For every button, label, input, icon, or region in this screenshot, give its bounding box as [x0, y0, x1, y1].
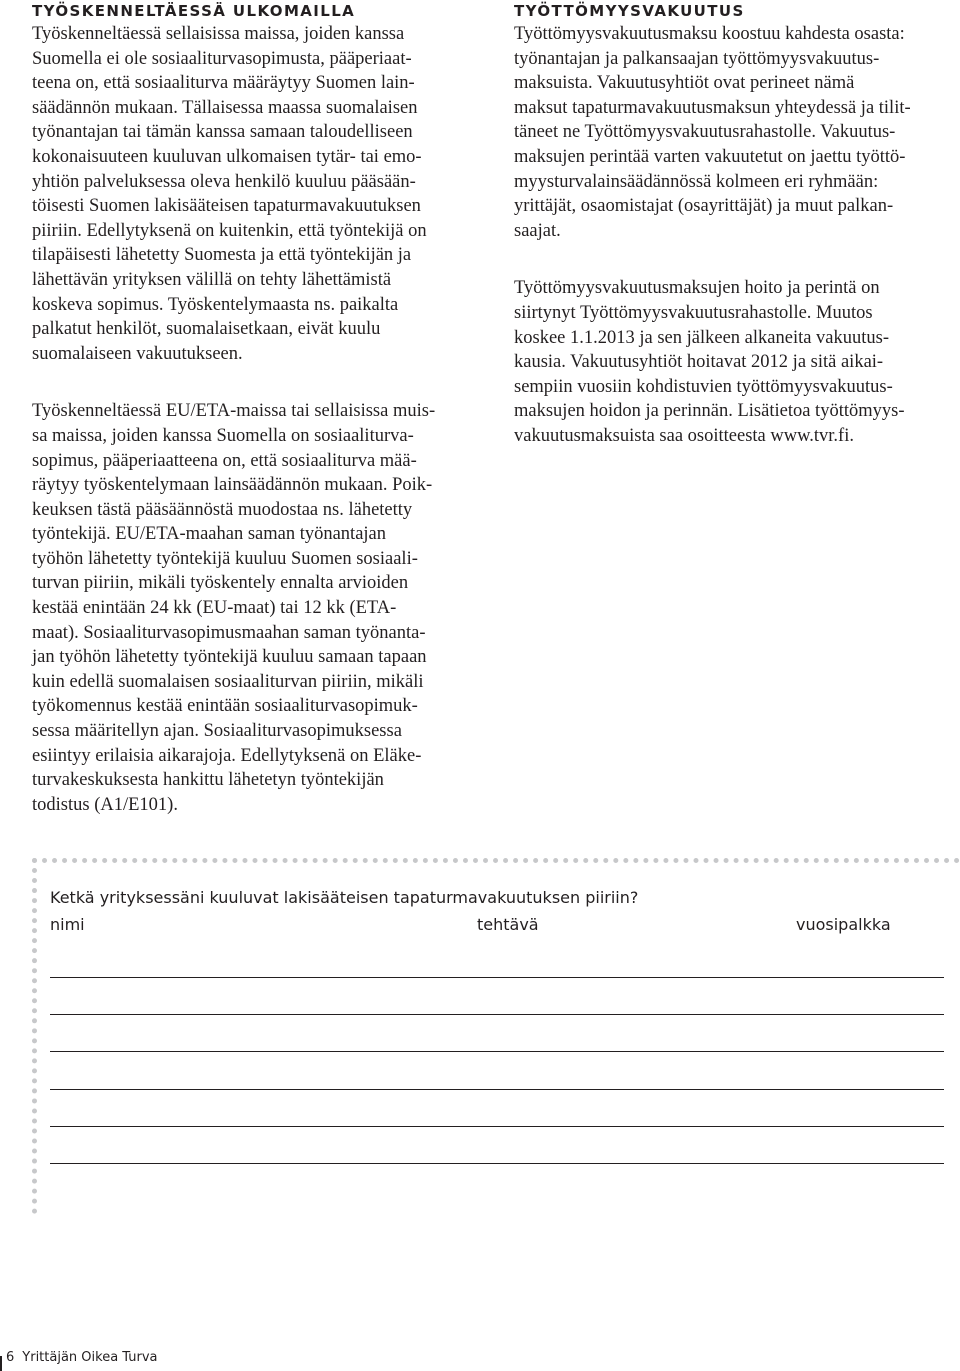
footer-bar	[0, 1356, 2, 1371]
worksheet-question: Ketkä yrityksessäni kuuluvat lakisääteisen tapaturmavakuutuksen piiriin?	[50, 888, 639, 907]
section-heading-unemployment-insurance: TYÖTTÖMYYSVAKUUTUS	[514, 2, 745, 20]
page-number: 6	[6, 1350, 15, 1365]
answer-line[interactable]	[50, 1126, 944, 1127]
section-heading-working-abroad: TYÖSKENNELTÄESSÄ ULKOMAILLA	[32, 2, 356, 20]
working-abroad-paragraph-2: Työskenneltäessä EU/ETA-maissa tai sellaisissa muis- sa maissa, joiden kanssa Suomella on sosiaaliturva- sopimus, pääperiaatteena on, että sosiaaliturva mää- räytyy työskentelymaan lainsäädännön mukaan. Poik- keuksen tästä pääsäännöstä muodostaa ns. lähetetty työntekijä. EU/ETA-maahan saman työnantajan työhön lähetetty työntekijä kuuluu Suomen sosiaali- turvan piiriin, mikäli työskentely ennalta arvioiden kestää enintään 24 kk (EU-maat) tai 12 kk (ETA- maat). Sosiaaliturvasopimusmaahan saman työnanta- jan työhön lähetetty työntekijä kuuluu samaan tapaan kuin edellä suomalaisen sosiaaliturvan piiriin, mikäli työkomennus kestää enintään sosiaaliturvasopimuk- sessa määritellyn ajan. Sosiaaliturvasopimuksessa esiintyy erilaisia aikarajoja. Edellytyksenä on Eläke- turvakeskuksesta hankittu lähetetyn työntekijän todistus (A1/E101).	[32, 401, 436, 815]
unemployment-insurance-paragraph-2: Työttömyysvakuutusmaksujen hoito ja perintä on siirtynyt Työttömyysvakuutusrahastolle. Muutos koskee 1.1.2013 ja sen jälkeen alkaneita vakuutus- kausia. Vakuutusyhtiöt hoitavat 2012 ja sitä aikai- sempiin vuosiin kohdistuvien työttömyysvakuutus- maksujen hoidon ja perinnän. Lisätietoa työttömyys- vakuutusmaksuista saa osoitteesta www.tvr.fi.	[514, 278, 905, 446]
column-label-name: nimi	[50, 915, 85, 934]
answer-line[interactable]	[50, 1051, 944, 1052]
page-footer	[6, 1350, 158, 1365]
answer-line[interactable]	[50, 977, 944, 978]
answer-line[interactable]	[50, 1163, 944, 1164]
right-column	[514, 0, 954, 449]
publication-title: Yrittäjän Oikea Turva	[22, 1350, 158, 1365]
answer-line[interactable]	[50, 1089, 944, 1090]
column-label-task: tehtävä	[477, 915, 539, 934]
column-label-annual-salary: vuosipalkka	[796, 915, 891, 934]
working-abroad-paragraph-1: Työskenneltäessä sellaisissa maissa, joiden kanssa Suomella ei ole sosiaaliturvasopimusta, pääperiaat- teena on, että sosiaaliturva määräytyy Suomen lain- säädännön mukaan. Tällaisessa maassa suomalaisen työnantajan tai tämän kanssa samaan taloudelliseen kokonaisuuteen kuuluvan ulkomaisen tytär- tai emo- yhtiön palveluksessa oleva henkilö kuuluu pääsään- töisesti Suomen lakisääteisen tapaturmavakuutuksen piiriin. Edellytyksenä on kuitenkin, että työntekijä on tilapäisesti lähetetty Suomesta ja että työntekijän ja lähettävän yrityksen välillä on tehty lähettämistä koskeva sopimus. Työskentelymaasta ns. paikalta palkatut henkilöt, suomalaisetkaan, eivät kuulu suomalaiseen vakuutukseen.	[32, 24, 427, 364]
unemployment-insurance-paragraph-1: Työttömyysvakuutusmaksu koostuu kahdesta osasta: työnantajan ja palkansaajan työttömyysvakuutus- maksuista. Vakuutusyhtiöt ovat perineet nämä maksut tapaturmavakuutusmaksun yhteydessä ja tilit- täneet ne Työttömyysvakuutusrahastolle. Vakuutus- maksujen perintää varten vakuutetut on jaettu työttö- myysturvalainsäädännössä kolmeen eri ryhmään: yrittäjät, osaomistajat (osayrittäjät) ja muut palkan- saajat.	[514, 24, 911, 241]
worksheet-box	[32, 858, 960, 1214]
left-column	[32, 0, 480, 817]
answer-line[interactable]	[50, 1014, 944, 1015]
